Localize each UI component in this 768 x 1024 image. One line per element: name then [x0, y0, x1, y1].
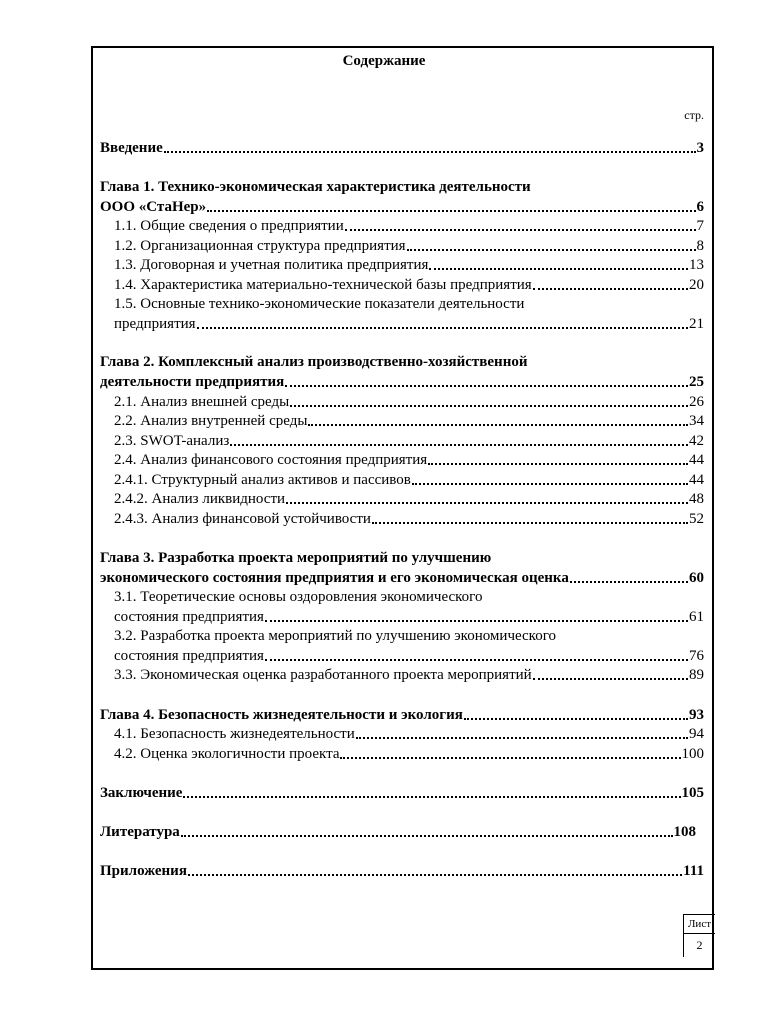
toc-entry-appendix: Приложения 111: [100, 863, 704, 879]
toc-entry-intro: Введение 3: [100, 140, 704, 156]
toc-entry-3-2: состояния предприятия 76: [114, 648, 704, 664]
toc-entry-1-2: 1.2. Организационная структура предприятия 8: [114, 238, 704, 254]
toc-entry-2-2: 2.2. Анализ внутренней среды 34: [114, 413, 704, 429]
toc-entry-2-4-2: 2.4.2. Анализ ликвидности 48: [114, 491, 704, 507]
toc-chapter-3: экономического состояния предприятия и его экономическая оценка 60: [100, 570, 704, 586]
toc-entry-2-1: 2.1. Анализ внешней среды 26: [114, 394, 704, 410]
toc-entry-conclusion: Заключение 105: [100, 785, 704, 801]
toc-chapter-2-title: Глава 2. Комплексный анализ производственно-хозяйственной: [100, 354, 528, 370]
toc-entry-1-1: 1.1. Общие сведения о предприятии 7: [114, 218, 704, 234]
sheet-label: Лист: [684, 915, 715, 934]
toc-entry-1-3: 1.3. Договорная и учетная политика предприятия 13: [114, 257, 704, 273]
page-title: Содержание: [342, 53, 426, 69]
toc-chapter-1: ООО «СтаНер» 6: [100, 199, 704, 215]
toc-entry-2-4-1: 2.4.1. Структурный анализ активов и пассивов 44: [114, 472, 704, 488]
toc-entry-3-1-title: 3.1. Теоретические основы оздоровления экономического: [114, 589, 483, 605]
toc-entry-2-4: 2.4. Анализ финансового состояния предприятия 44: [114, 452, 704, 468]
toc-chapter-3-title: Глава 3. Разработка проекта мероприятий по улучшению: [100, 550, 492, 566]
toc-chapter-1-title: Глава 1. Технико-экономическая характеристика деятельности: [100, 179, 531, 195]
toc-entry-2-3: 2.3. SWOT-анализ 42: [114, 433, 704, 449]
toc-chapter-4: Глава 4. Безопасность жизнедеятельности и экология 93: [100, 707, 704, 723]
toc-chapter-2: деятельности предприятия 25: [100, 374, 704, 390]
sheet-number: 2: [696, 938, 703, 952]
toc-entry-1-5: предприятия 21: [114, 316, 704, 332]
sheet-stamp: [683, 914, 715, 957]
toc-entry-3-3: 3.3. Экономическая оценка разработанного проекта мероприятий 89: [114, 667, 704, 683]
toc-entry-2-4-3: 2.4.3. Анализ финансовой устойчивости 52: [114, 511, 704, 527]
page-column-label: стр.: [684, 108, 704, 122]
toc-entry-1-4: 1.4. Характеристика материально-технической базы предприятия 20: [114, 277, 704, 293]
toc-entry-3-2-title: 3.2. Разработка проекта мероприятий по улучшению экономического: [114, 628, 556, 644]
toc-entry-4-1: 4.1. Безопасность жизнедеятельности 94: [114, 726, 704, 742]
toc-entry-1-5-title: 1.5. Основные технико-экономические показатели деятельности: [114, 296, 525, 312]
toc-entry-4-2: 4.2. Оценка экологичности проекта 100: [114, 746, 704, 762]
toc-entry-3-1: состояния предприятия 61: [114, 609, 704, 625]
toc-entry-literature: Литература 108: [100, 824, 696, 840]
